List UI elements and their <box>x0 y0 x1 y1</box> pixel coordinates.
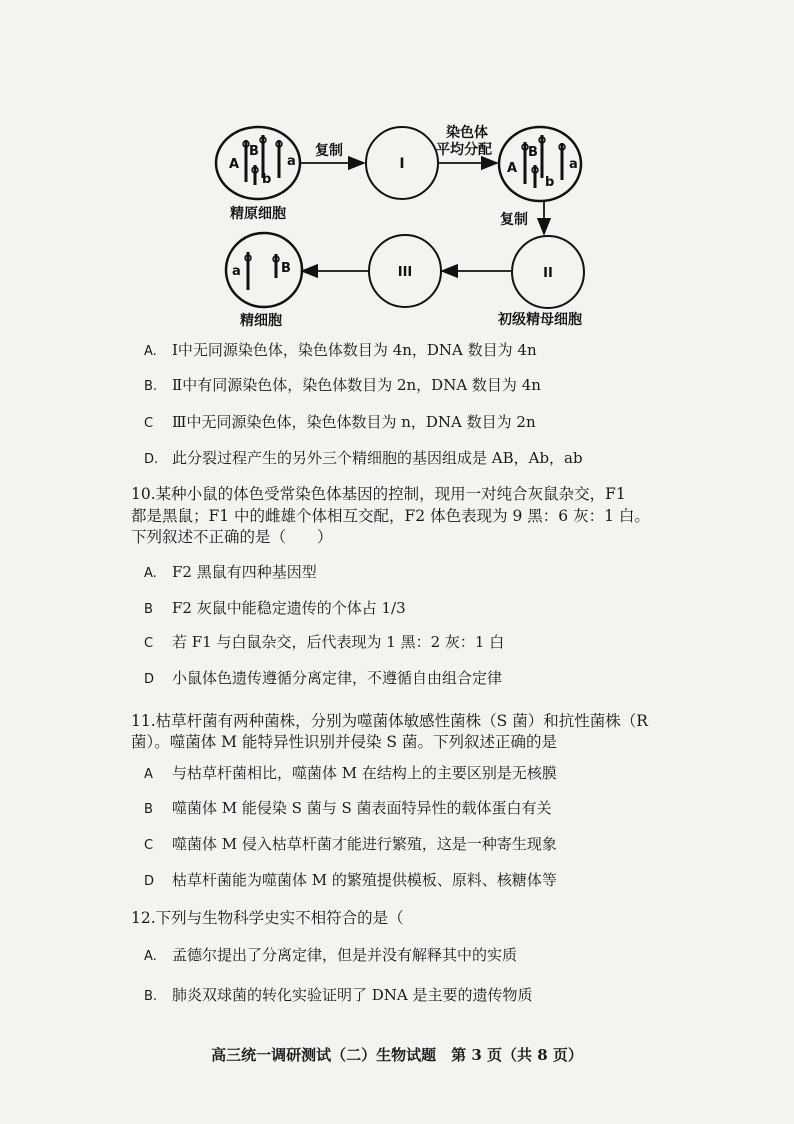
q9-option-d <box>144 448 583 470</box>
sperm-cell <box>226 233 302 307</box>
q10-option-d-text: 小鼠体色遗传遵循分离定律，不遵循自由组合定律 <box>172 669 503 687</box>
q12-option-b-letter: B. <box>144 989 158 1004</box>
sperm-gene-a-label: a <box>232 264 241 279</box>
split-label-line1: 染色体 <box>446 125 488 141</box>
q9-option-c <box>144 412 536 434</box>
q10-option-d <box>144 668 502 690</box>
q9-option-b-letter: B. <box>144 379 158 394</box>
q10-option-b-text: F2 灰鼠中能稳定遗传的个体占 1/3 <box>172 599 406 617</box>
q12-option-a <box>144 945 517 967</box>
q12-option-a-letter: A. <box>144 949 157 964</box>
q10-option-c-letter: C <box>144 636 154 651</box>
q9-option-d-letter: D. <box>144 452 159 467</box>
gene-B-label-2: B <box>528 145 538 160</box>
spermatogonium-cell <box>216 127 300 199</box>
q12-option-a-text: 孟德尔提出了分离定律，但是并没有解释其中的实质 <box>172 946 518 964</box>
q11-option-b-text: 噬菌体 M 能侵染 S 菌与 S 菌表面特异性的载体蛋白有关 <box>172 799 552 817</box>
q11-option-d-text: 枯草杆菌能为噬菌体 M 的繁殖提供模板、原料、核糖体等 <box>172 871 557 889</box>
replicate-label-1: 复制 <box>315 143 343 159</box>
q9-option-a <box>144 340 537 362</box>
sperm-caption: 精细胞 <box>240 313 282 329</box>
q12-stem: 12.下列与生物科学史实不相符合的是（ <box>131 909 404 927</box>
q11-option-a <box>144 763 557 785</box>
q10-stem-line2: 都是黑鼠；F1 中的雌雄个体相互交配，F2 体色表现为 9 黑：6 灰：1 白。 <box>131 507 650 525</box>
q11-option-c <box>144 834 557 856</box>
q11-option-a-text: 与枯草杆菌相比，噬菌体 M 在结构上的主要区别是无核膜 <box>172 764 557 782</box>
gene-b-label: b <box>262 172 272 187</box>
page-footer: 高三统一调研测试（二）生物试题 第 3 页（共 8 页） <box>211 1046 583 1064</box>
meiosis-diagram <box>0 0 794 340</box>
q11-option-c-text: 噬菌体 M 侵入枯草杆菌才能进行繁殖，这是一种寄生现象 <box>172 835 557 853</box>
q10-stem-line1: 10.某种小鼠的体色受常染色体基因的控制，现用一对纯合灰鼠杂交，F1 <box>131 485 626 503</box>
gene-a-label-2: a <box>569 157 578 172</box>
q9-option-b <box>144 375 541 397</box>
q10-stem-line3: 下列叙述不正确的是（ ） <box>131 528 333 546</box>
q11-stem-line2: 菌）。噬菌体 M 能特异性识别并侵染 S 菌。下列叙述正确的是 <box>131 733 557 751</box>
spermatogonium-caption: 精原细胞 <box>230 206 286 222</box>
cell-II-label: II <box>543 266 553 281</box>
q12-option-b-text: 肺炎双球菌的转化实验证明了 DNA 是主要的遗传物质 <box>172 986 533 1004</box>
q9-option-c-letter: C <box>144 416 154 431</box>
sperm-gene-B-label: B <box>281 261 291 276</box>
q9-option-c-text: Ⅲ中无同源染色体，染色体数目为 n，DNA 数目为 2n <box>172 413 536 431</box>
q11-option-d-letter: D <box>144 874 155 889</box>
q10-option-a-text: F2 黑鼠有四种基因型 <box>172 563 317 581</box>
q11-stem-line1: 11.枯草杆菌有两种菌株，分别为噬菌体敏感性菌株（S 菌）和抗性菌株（R <box>131 712 648 730</box>
q10-option-b-letter: B <box>144 602 153 617</box>
q10-option-a-letter: A. <box>144 566 157 581</box>
primary-spermatocyte-top <box>499 127 581 201</box>
q11-option-c-letter: C <box>144 838 154 853</box>
q9-option-d-text: 此分裂过程产生的另外三个精细胞的基因组成是 AB，Ab，ab <box>172 449 583 467</box>
q9-option-a-letter: A. <box>144 344 157 359</box>
cell-I-label: I <box>399 156 405 172</box>
split-label-line2: 平均分配 <box>436 142 492 158</box>
q10-option-b <box>144 598 406 620</box>
primary-spermatocyte-caption: 初级精母细胞 <box>498 312 582 328</box>
q11-option-a-letter: A <box>144 767 153 782</box>
replicate-label-2: 复制 <box>500 212 528 228</box>
q10-option-c <box>144 632 504 654</box>
cell-III-label: III <box>397 265 413 280</box>
gene-b-label-2: b <box>545 175 555 190</box>
q9-option-a-text: Ⅰ中无同源染色体，染色体数目为 4n，DNA 数目为 4n <box>172 341 537 359</box>
gene-a-label: a <box>287 154 296 169</box>
q12-option-b <box>144 985 533 1007</box>
gene-A-label: A <box>229 157 240 172</box>
q9-option-b-text: Ⅱ中有同源染色体，染色体数目为 2n，DNA 数目为 4n <box>172 376 541 394</box>
gene-B-label: B <box>249 144 259 159</box>
q10-option-a <box>144 562 317 584</box>
q11-option-d <box>144 870 557 892</box>
q10-option-c-text: 若 F1 与白鼠杂交，后代表现为 1 黑：2 灰：1 白 <box>172 633 505 651</box>
q11-option-b <box>144 798 552 820</box>
q11-option-b-letter: B <box>144 802 153 817</box>
q10-option-d-letter: D <box>144 672 155 687</box>
gene-A-label-2: A <box>507 161 518 176</box>
